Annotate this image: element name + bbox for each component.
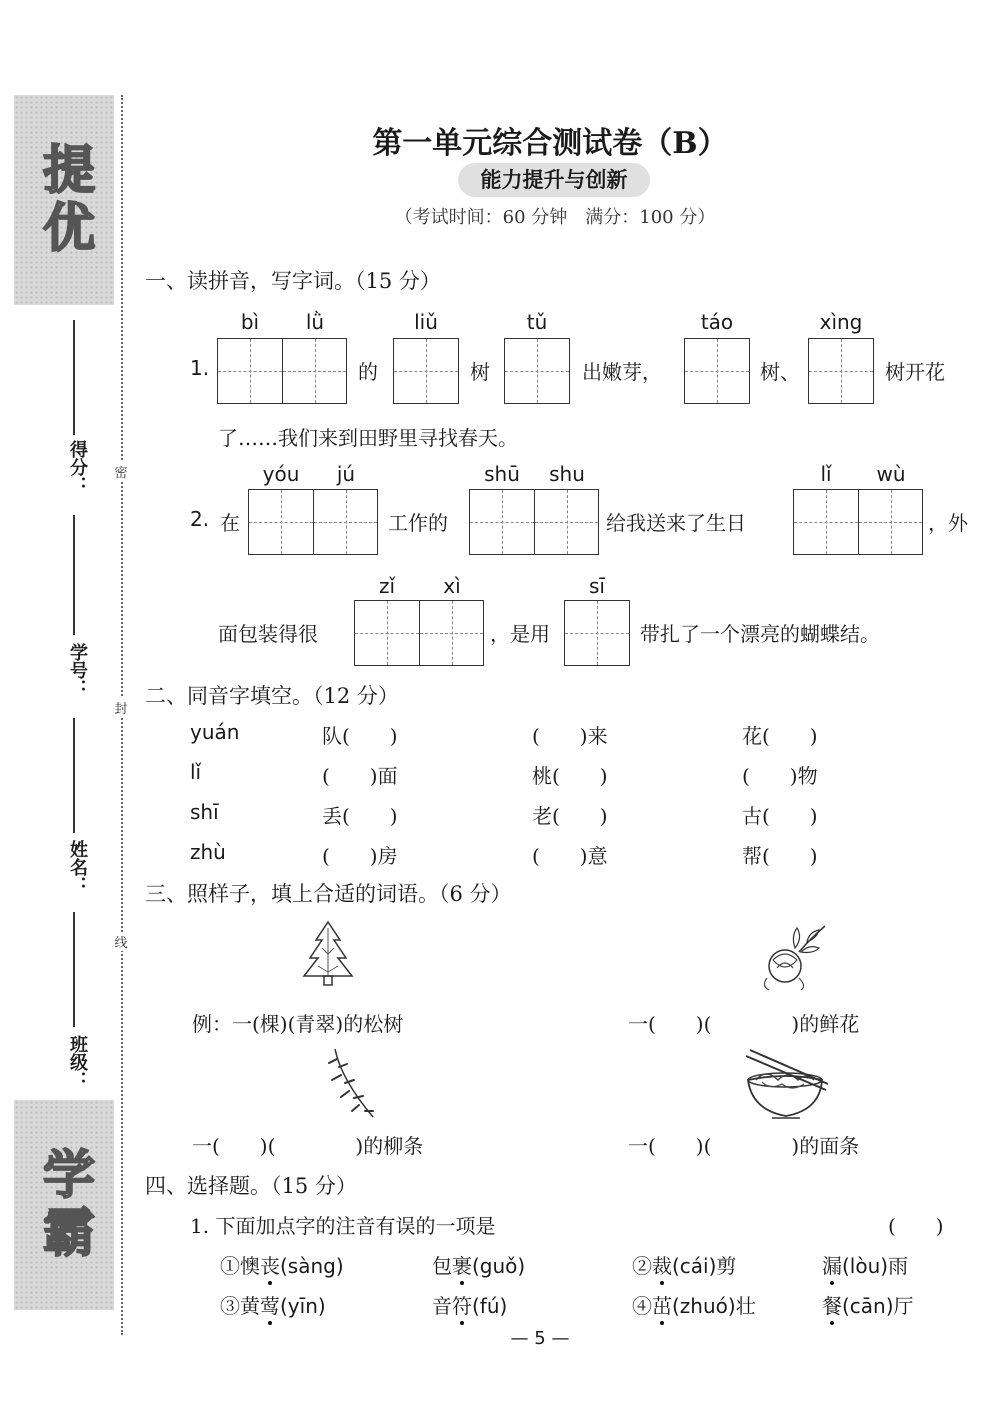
pinyin-liu: liǔ bbox=[414, 310, 438, 334]
side-line-4 bbox=[73, 912, 75, 1027]
option-4a-pinyin: (zhuó)壮 bbox=[672, 1294, 756, 1318]
write-box-liwu[interactable] bbox=[793, 489, 923, 555]
class-field-label: 班级： bbox=[67, 1035, 88, 1089]
side-banner-bottom-text: 学霸 bbox=[33, 1147, 94, 1263]
side-banner-bottom bbox=[14, 1100, 114, 1310]
pinyin-xing: xìng bbox=[819, 310, 863, 334]
q1-number: 1. bbox=[190, 356, 210, 380]
name-field-label: 姓名： bbox=[67, 840, 88, 894]
homophone-yuan-c[interactable]: 花( ) bbox=[742, 724, 818, 748]
option-1b-dotted-char: 裹 bbox=[452, 1254, 472, 1278]
option-1a-dotted-char: 丧 bbox=[260, 1254, 280, 1278]
section-1-heading: 一、读拼音，写字词。（15 分） bbox=[145, 269, 441, 293]
option-3b-pinyin: (fú) bbox=[472, 1294, 508, 1318]
choice-q1-stem: 1. 下面加点字的注音有误的一项是 bbox=[190, 1214, 496, 1238]
seal-char-xian: 线 bbox=[113, 932, 129, 951]
q2-text-gongzuode: 工作的 bbox=[388, 511, 448, 535]
q1-text-chunenya: 出嫩芽， bbox=[582, 360, 662, 384]
option-2a-pinyin: (cái)剪 bbox=[672, 1254, 737, 1278]
section-4-heading: 四、选择题。（15 分） bbox=[145, 1174, 357, 1198]
side-line-3 bbox=[73, 718, 75, 833]
option-2b[interactable] bbox=[822, 1250, 908, 1279]
pinyin-shu1: shū bbox=[484, 462, 520, 486]
pinyin-tu: tǔ bbox=[526, 310, 548, 334]
option-4b-dotted-char: 餐 bbox=[822, 1294, 842, 1318]
option-3a-pinyin: (yīn) bbox=[280, 1294, 326, 1318]
q1-text-shu2: 树、 bbox=[760, 360, 800, 384]
fill-flower[interactable]: 一( )( )的鲜花 bbox=[628, 1012, 860, 1036]
fill-willow[interactable]: 一( )( )的柳条 bbox=[192, 1134, 424, 1158]
noodle-bowl-icon bbox=[742, 1046, 832, 1121]
option-4a-dotted-char: 茁 bbox=[652, 1294, 672, 1318]
homophone-yuan-a[interactable]: 队( ) bbox=[322, 724, 398, 748]
willow-branch-icon bbox=[325, 1045, 381, 1120]
homophone-zhu-c[interactable]: 帮( ) bbox=[742, 844, 818, 868]
option-1b-pinyin: (guǒ) bbox=[472, 1254, 526, 1278]
homophone-shi-a[interactable]: 丢( ) bbox=[322, 804, 398, 828]
option-3a-pre: ③黄 bbox=[220, 1294, 260, 1318]
homophone-shi-c[interactable]: 古( ) bbox=[742, 804, 818, 828]
student-id-field-label: 学号： bbox=[67, 643, 88, 697]
homophone-li-b[interactable]: 桃( ) bbox=[532, 764, 608, 788]
homophone-pinyin-li: lǐ bbox=[190, 760, 202, 784]
page-title: 第一单元综合测试卷（B） bbox=[372, 126, 728, 161]
write-box-zixi[interactable] bbox=[354, 600, 484, 666]
option-2b-dotted-char: 漏 bbox=[822, 1254, 842, 1278]
pinyin-si: sī bbox=[589, 574, 605, 598]
pinyin-tao: táo bbox=[700, 310, 734, 334]
fill-noodle[interactable]: 一( )( )的面条 bbox=[628, 1134, 860, 1158]
option-3b-pre: 音 bbox=[432, 1294, 452, 1318]
option-1a-pre: ①懊 bbox=[220, 1254, 260, 1278]
option-1a[interactable] bbox=[220, 1250, 344, 1279]
option-3b[interactable] bbox=[432, 1290, 507, 1319]
q1-line2: 了……我们来到田野里寻找春天。 bbox=[218, 426, 518, 450]
flower-icon bbox=[755, 918, 831, 994]
homophone-pinyin-yuan: yuán bbox=[190, 720, 240, 744]
write-box-si[interactable] bbox=[564, 600, 630, 666]
option-3a-dotted-char: 莺 bbox=[260, 1294, 280, 1318]
option-4a-pre: ④ bbox=[632, 1294, 652, 1318]
section-3-heading: 三、照样子，填上合适的词语。（6 分） bbox=[145, 882, 512, 906]
option-4b[interactable] bbox=[822, 1290, 914, 1319]
q1-text-de: 的 bbox=[358, 360, 378, 384]
page-number: — 5 — bbox=[510, 1328, 570, 1349]
pinyin-li: lǐ bbox=[820, 462, 832, 486]
write-box-liu[interactable] bbox=[393, 338, 459, 404]
q1-text-shukaihua: 树开花 bbox=[885, 360, 945, 384]
q2-text-mianbao: 面包装得很 bbox=[218, 622, 318, 646]
q2-text-wai: ，外 bbox=[928, 511, 968, 535]
option-4b-pinyin: (cān)厅 bbox=[842, 1294, 914, 1318]
homophone-zhu-a[interactable]: ( )房 bbox=[322, 844, 398, 868]
exam-meta: （考试时间：60 分钟 满分：100 分） bbox=[394, 207, 716, 228]
homophone-yuan-b[interactable]: ( )来 bbox=[532, 724, 608, 748]
side-banner-top-text: 提优 bbox=[33, 142, 94, 258]
q2-text-dai: 带扎了一个漂亮的蝴蝶结。 bbox=[640, 622, 880, 646]
option-2a[interactable] bbox=[632, 1250, 736, 1279]
pine-tree-icon bbox=[300, 920, 356, 986]
option-1b[interactable] bbox=[432, 1250, 525, 1279]
side-line-2 bbox=[73, 515, 75, 635]
option-2b-pinyin: (lòu)雨 bbox=[842, 1254, 909, 1278]
pinyin-lv: lǜ bbox=[305, 310, 325, 334]
option-1b-pre: 包 bbox=[432, 1254, 452, 1278]
write-box-tu[interactable] bbox=[504, 338, 570, 404]
pinyin-ju: jú bbox=[336, 462, 356, 486]
homophone-pinyin-shi: shī bbox=[190, 800, 219, 824]
write-box-xing[interactable] bbox=[808, 338, 874, 404]
side-line-1 bbox=[73, 320, 75, 435]
write-box-youju[interactable] bbox=[248, 489, 378, 555]
score-field-label: 得分： bbox=[67, 440, 88, 494]
q2-text-gei: 给我送来了生日 bbox=[606, 511, 746, 535]
option-4a[interactable] bbox=[632, 1290, 756, 1319]
pinyin-you: yóu bbox=[262, 462, 300, 486]
seal-char-feng: 封 bbox=[113, 698, 129, 717]
write-box-shushu[interactable] bbox=[469, 489, 599, 555]
homophone-li-c[interactable]: ( )物 bbox=[742, 764, 818, 788]
seal-char-mi: 密 bbox=[113, 462, 129, 481]
option-3a[interactable] bbox=[220, 1290, 326, 1319]
q2-number: 2. bbox=[190, 507, 210, 531]
q1-text-shu: 树 bbox=[470, 360, 490, 384]
homophone-li-a[interactable]: ( )面 bbox=[322, 764, 398, 788]
option-1a-pinyin: (sàng) bbox=[280, 1254, 344, 1278]
option-2a-pre: ② bbox=[632, 1254, 652, 1278]
write-box-tao[interactable] bbox=[684, 338, 750, 404]
choice-q1-answer-bracket[interactable]: ( ) bbox=[888, 1214, 944, 1238]
pinyin-xi: xì bbox=[443, 574, 461, 598]
pinyin-zi: zǐ bbox=[378, 574, 396, 598]
option-3b-dotted-char: 符 bbox=[452, 1294, 472, 1318]
example-pine: 例：一(棵)(青翠)的松树 bbox=[192, 1012, 404, 1036]
section-2-heading: 二、同音字填空。（12 分） bbox=[145, 684, 399, 708]
pinyin-shu-light: shu bbox=[549, 462, 585, 486]
q2-text-shiyong: ，是用 bbox=[490, 622, 550, 646]
pinyin-bi: bì bbox=[240, 310, 260, 334]
write-box-bilu[interactable] bbox=[217, 338, 347, 404]
pinyin-wu: wù bbox=[876, 462, 906, 486]
homophone-zhu-b[interactable]: ( )意 bbox=[532, 844, 608, 868]
homophone-pinyin-zhu: zhù bbox=[190, 840, 226, 864]
homophone-shi-b[interactable]: 老( ) bbox=[532, 804, 608, 828]
subtitle-badge: 能力提升与创新 bbox=[458, 163, 650, 197]
q2-text-zai: 在 bbox=[220, 511, 240, 535]
option-2a-dotted-char: 裁 bbox=[652, 1254, 672, 1278]
